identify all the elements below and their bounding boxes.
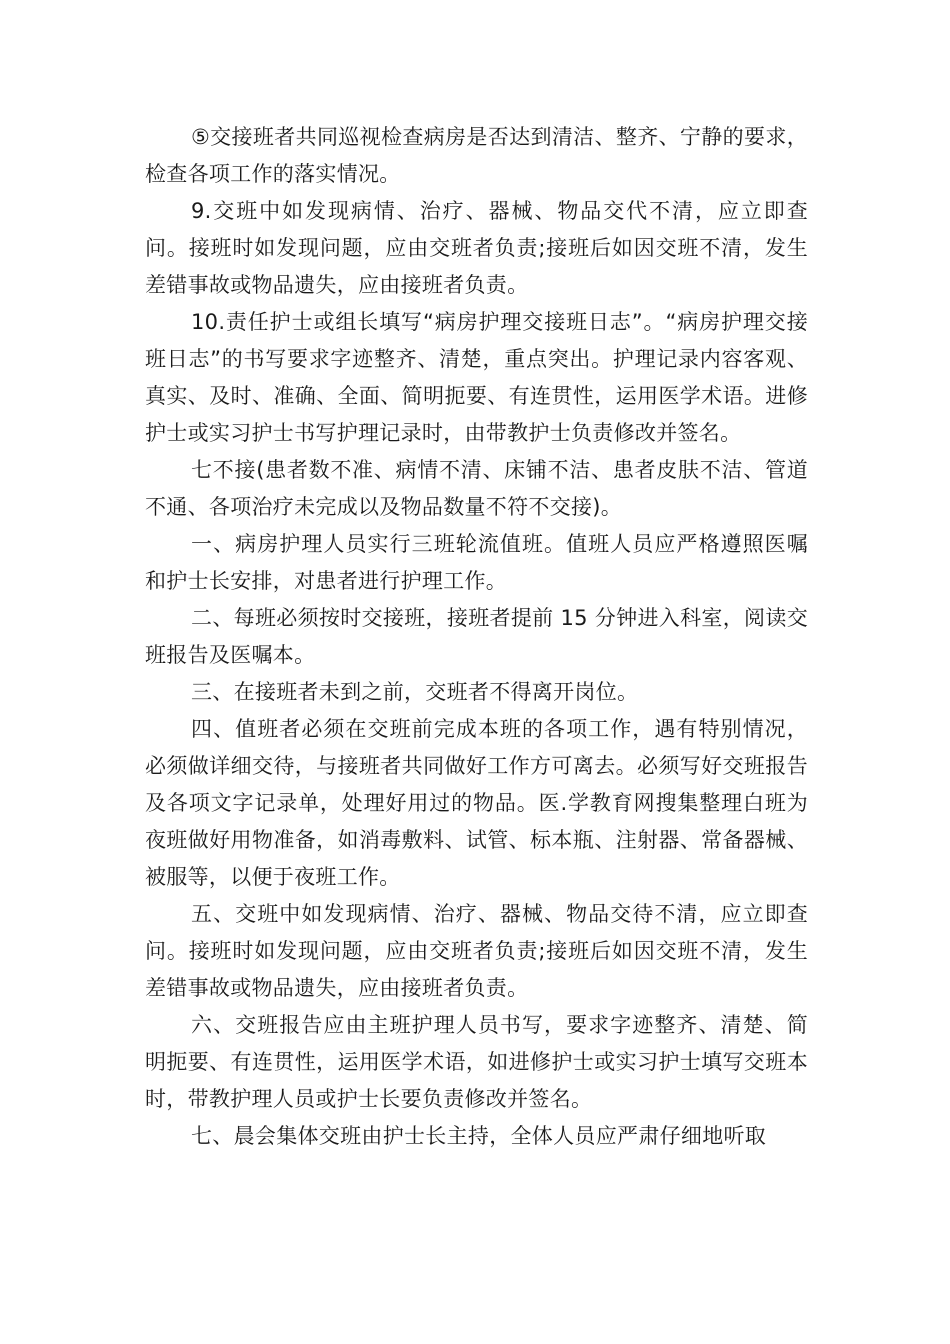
document-body — [145, 119, 808, 1155]
paragraph-item-3: 三、在接班者未到之前，交班者不得离开岗位。 — [191, 680, 639, 704]
paragraph-rule-9: 9.交班中如发现病情、治疗、器械、物品交代不清，应立即查问。接班时如发现问题，应由交班者负责;接班后如因交班不清，发生差错事故或物品遗失，应由接班者负责。 — [145, 199, 808, 297]
paragraph-handover-inspection: ⑤交接班者共同巡视检查病房是否达到清洁、整齐、宁静的要求，检查各项工作的落实情况。 — [145, 125, 808, 186]
paragraph-item-1: 一、病房护理人员实行三班轮流值班。值班人员应严格遵照医嘱和护士长安排，对患者进行护理工作。 — [145, 532, 808, 593]
paragraph-item-6: 六、交班报告应由主班护理人员书写，要求字迹整齐、清楚、简明扼要、有连贯性，运用医学术语，如进修护士或实习护士填写交班本时，带教护理人员或护士长要负责修改并签名。 — [145, 1013, 808, 1111]
paragraph-item-7-partial: 七、晨会集体交班由护士长主持，全体人员应严肃仔细地听取 — [191, 1124, 767, 1148]
paragraph-item-5: 五、交班中如发现病情、治疗、器械、物品交待不清，应立即查问。接班时如发现问题，应由交班者负责;接班后如因交班不清，发生差错事故或物品遗失，应由接班者负责。 — [145, 902, 808, 1000]
paragraph-item-2: 二、每班必须按时交接班，接班者提前 15 分钟进入科室，阅读交班报告及医嘱本。 — [145, 606, 808, 667]
paragraph-item-4: 四、值班者必须在交班前完成本班的各项工作，遇有特别情况，必须做详细交待，与接班者共同做好工作方可离去。必须写好交班报告及各项文字记录单，处理好用过的物品。医.学教育网搜集整理白班为夜班做好用物准备，如消毒敷料、试管、标本瓶、注射器、常备器械、被服等，以便于夜班工作。 — [145, 717, 808, 889]
paragraph-seven-not-accept: 七不接(患者数不准、病情不清、床铺不洁、患者皮肤不洁、管道不通、各项治疗未完成以及物品数量不符不交接)。 — [145, 458, 808, 519]
paragraph-rule-10: 10.责任护士或组长填写“病房护理交接班日志”。“病房护理交接班日志”的书写要求字迹整齐、清楚，重点突出。护理记录内容客观、真实、及时、准确、全面、简明扼要、有连贯性，运用医学术语。进修护士或实习护士书写护理记录时，由带教护士负责修改并签名。 — [145, 310, 808, 445]
